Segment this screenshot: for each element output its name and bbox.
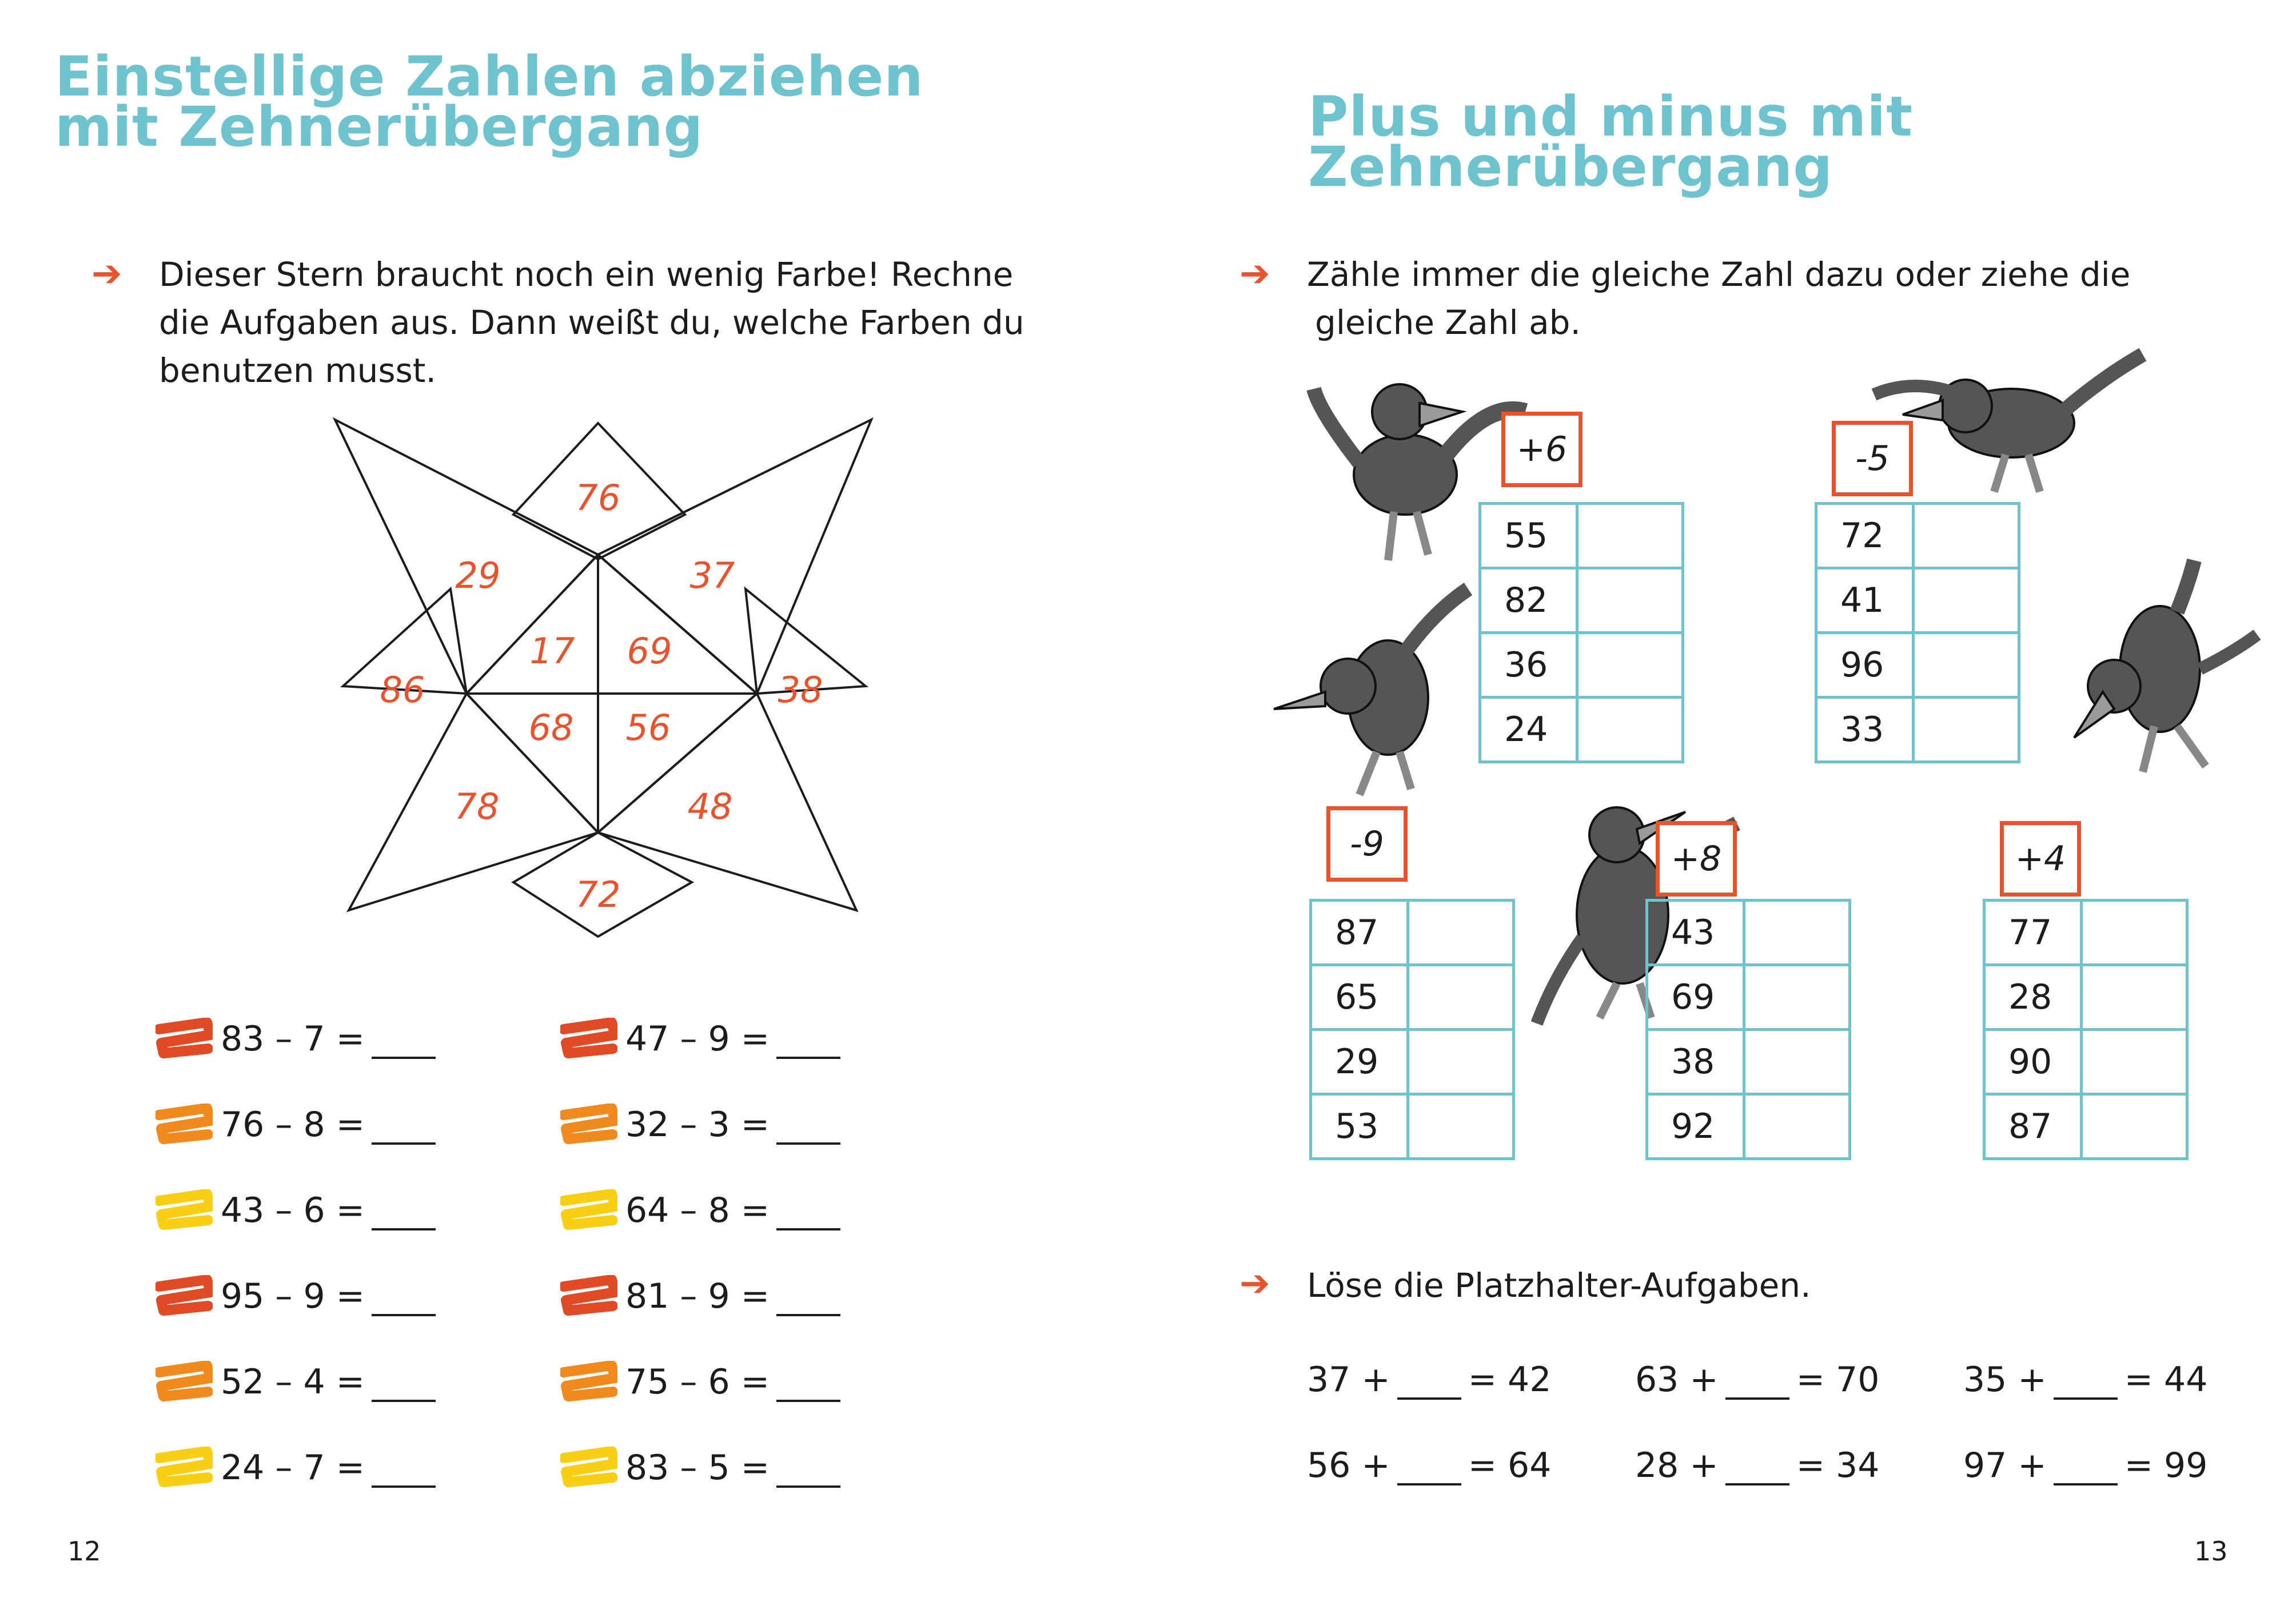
calc-table bbox=[1309, 899, 1515, 1160]
task-row bbox=[156, 1018, 436, 1059]
table-row bbox=[1984, 965, 2187, 1030]
table-row bbox=[1816, 698, 2019, 762]
star-number: 68 bbox=[528, 707, 574, 748]
table-row bbox=[1816, 504, 2019, 568]
task-text: 32 – 3 = bbox=[625, 1105, 770, 1145]
calc-table bbox=[1815, 502, 2020, 763]
task-text: 43 – 6 = bbox=[221, 1190, 365, 1230]
placeholder-instruction: Löse die Platzhalter-Aufgaben. bbox=[1307, 1266, 1811, 1305]
answer-cell[interactable] bbox=[1914, 504, 2019, 568]
answer-blank[interactable] bbox=[1397, 1365, 1461, 1400]
table-row bbox=[1480, 698, 1683, 762]
table-row bbox=[1984, 901, 2187, 965]
table-cell-value: 38 bbox=[1647, 1030, 1744, 1094]
task-text: 81 – 9 = bbox=[625, 1276, 770, 1316]
answer-cell[interactable] bbox=[1408, 965, 1514, 1030]
table-cell-value: 29 bbox=[1311, 1030, 1408, 1094]
calc-table bbox=[1645, 899, 1851, 1160]
task-text: 64 – 8 = bbox=[625, 1190, 770, 1230]
table-cell-value: 33 bbox=[1816, 698, 1914, 762]
operation-box: -5 bbox=[1832, 421, 1913, 496]
page-number: 13 bbox=[2194, 1536, 2228, 1567]
table-cell-value: 82 bbox=[1480, 568, 1577, 633]
task-text: 95 – 9 = bbox=[221, 1276, 365, 1316]
table-row bbox=[1311, 965, 1514, 1030]
task-row bbox=[156, 1447, 436, 1488]
left-title bbox=[55, 45, 924, 159]
task-row bbox=[560, 1447, 840, 1488]
star-number: 38 bbox=[778, 669, 823, 711]
answer-cell[interactable] bbox=[1914, 633, 2019, 698]
placeholder-right: = 34 bbox=[1796, 1445, 1880, 1485]
left-title-line2: mit Zehnerübergang bbox=[55, 95, 704, 159]
answer-cell[interactable] bbox=[1577, 504, 1683, 568]
task-text: 83 – 7 = bbox=[221, 1019, 365, 1059]
answer-cell[interactable] bbox=[2082, 1094, 2187, 1159]
placeholder-right: = 64 bbox=[1468, 1445, 1552, 1485]
color-swatch-icon bbox=[156, 1361, 213, 1402]
color-swatch-icon bbox=[560, 1361, 617, 1402]
table-cell-value: 53 bbox=[1311, 1094, 1408, 1159]
answer-blank[interactable] bbox=[372, 1368, 436, 1402]
operation-box: +8 bbox=[1656, 821, 1737, 897]
answer-blank[interactable] bbox=[776, 1025, 840, 1059]
answer-blank[interactable] bbox=[2054, 1365, 2118, 1400]
star-number: 48 bbox=[687, 786, 733, 827]
answer-blank[interactable] bbox=[776, 1282, 840, 1316]
answer-blank[interactable] bbox=[776, 1453, 840, 1488]
task-row bbox=[156, 1189, 436, 1230]
answer-cell[interactable] bbox=[1408, 901, 1514, 965]
answer-cell[interactable] bbox=[2082, 901, 2187, 965]
table-row bbox=[1984, 1030, 2187, 1094]
star-number: 17 bbox=[529, 630, 575, 672]
table-row bbox=[1480, 504, 1683, 568]
table-row bbox=[1480, 633, 1683, 698]
table-cell-value: 36 bbox=[1480, 633, 1577, 698]
crow-illustration-3 bbox=[1262, 577, 1502, 818]
task-text: 75 – 6 = bbox=[625, 1362, 770, 1402]
star-figure bbox=[326, 412, 886, 938]
table-cell-value: 87 bbox=[1311, 901, 1408, 965]
placeholder-task bbox=[1635, 1445, 1879, 1485]
answer-blank[interactable] bbox=[776, 1196, 840, 1230]
star-number: 69 bbox=[627, 630, 672, 672]
placeholder-right: = 42 bbox=[1468, 1360, 1552, 1400]
task-text: 24 – 7 = bbox=[221, 1448, 365, 1488]
task-text: 76 – 8 = bbox=[221, 1105, 365, 1145]
table-cell-value: 69 bbox=[1647, 965, 1744, 1030]
placeholder-right: = 99 bbox=[2124, 1445, 2208, 1485]
instruction-line: gleiche Zahl ab. bbox=[1315, 303, 1581, 342]
table-cell-value: 72 bbox=[1816, 504, 1914, 568]
table-cell-value: 24 bbox=[1480, 698, 1577, 762]
operation-box: +6 bbox=[1501, 412, 1583, 487]
placeholder-task bbox=[1963, 1445, 2207, 1485]
task-row bbox=[560, 1275, 840, 1316]
left-title-line1: Einstellige Zahlen abziehen bbox=[55, 45, 924, 109]
placeholder-left: 63 + bbox=[1635, 1360, 1719, 1400]
answer-cell[interactable] bbox=[2082, 965, 2187, 1030]
task-row bbox=[560, 1361, 840, 1402]
answer-cell[interactable] bbox=[1744, 1094, 1850, 1159]
answer-cell[interactable] bbox=[2082, 1030, 2187, 1094]
table-cell-value: 28 bbox=[1984, 965, 2082, 1030]
answer-blank[interactable] bbox=[1725, 1365, 1789, 1400]
color-swatch-icon bbox=[560, 1447, 617, 1488]
answer-cell[interactable] bbox=[1408, 1094, 1514, 1159]
color-swatch-icon bbox=[156, 1275, 213, 1316]
color-swatch-icon bbox=[560, 1189, 617, 1230]
table-row bbox=[1311, 901, 1514, 965]
placeholder-left: 37 + bbox=[1307, 1360, 1390, 1400]
table-cell-value: 96 bbox=[1816, 633, 1914, 698]
instruction-line: Dieser Stern braucht noch ein wenig Farbe! Rechne bbox=[159, 255, 1014, 294]
placeholder-right: = 44 bbox=[2124, 1360, 2208, 1400]
table-row bbox=[1647, 1094, 1850, 1159]
task-text: 47 – 9 = bbox=[625, 1019, 770, 1059]
placeholder-left: 35 + bbox=[1963, 1360, 2047, 1400]
arrow-icon: ➔ bbox=[1239, 1262, 1270, 1305]
answer-blank[interactable] bbox=[1397, 1451, 1461, 1485]
table-cell-value: 77 bbox=[1984, 901, 2082, 965]
task-row bbox=[560, 1104, 840, 1145]
arrow-icon: ➔ bbox=[1239, 253, 1270, 295]
answer-cell[interactable] bbox=[1744, 1030, 1850, 1094]
instruction-line: die Aufgaben aus. Dann weißt du, welche Farben du bbox=[159, 303, 1025, 342]
answer-cell[interactable] bbox=[1577, 698, 1683, 762]
answer-cell[interactable] bbox=[1744, 965, 1850, 1030]
table-cell-value: 90 bbox=[1984, 1030, 2082, 1094]
task-text: 52 – 4 = bbox=[221, 1362, 365, 1402]
right-title: Plus und minus mit Zehnerübergang bbox=[1308, 85, 1914, 199]
star-number: 86 bbox=[380, 669, 425, 711]
page-number: 12 bbox=[67, 1536, 101, 1567]
placeholder-left: 97 + bbox=[1963, 1445, 2047, 1485]
task-text: 83 – 5 = bbox=[625, 1448, 770, 1488]
table-row bbox=[1816, 633, 2019, 698]
table-row bbox=[1647, 965, 1850, 1030]
star-number: 37 bbox=[689, 555, 735, 596]
star-number: 76 bbox=[575, 477, 621, 519]
star-number: 78 bbox=[454, 786, 500, 827]
task-row bbox=[560, 1018, 840, 1059]
table-row bbox=[1647, 901, 1850, 965]
color-swatch-icon bbox=[560, 1018, 617, 1059]
answer-cell[interactable] bbox=[1408, 1030, 1514, 1094]
table-row bbox=[1480, 568, 1683, 633]
crow-illustration-5 bbox=[2028, 555, 2269, 806]
star-number: 56 bbox=[625, 707, 671, 748]
table-row bbox=[1816, 568, 2019, 633]
color-swatch-icon bbox=[560, 1275, 617, 1316]
placeholder-right: = 70 bbox=[1796, 1360, 1880, 1400]
placeholder-left: 28 + bbox=[1635, 1445, 1719, 1485]
answer-blank[interactable] bbox=[776, 1368, 840, 1402]
left-instruction bbox=[159, 250, 1025, 395]
table-cell-value: 65 bbox=[1311, 965, 1408, 1030]
answer-cell[interactable] bbox=[1744, 901, 1850, 965]
color-swatch-icon bbox=[156, 1189, 213, 1230]
instruction-line: benutzen musst. bbox=[159, 351, 436, 390]
table-cell-value: 41 bbox=[1816, 568, 1914, 633]
color-swatch-icon bbox=[560, 1104, 617, 1145]
task-row bbox=[156, 1275, 436, 1316]
table-row bbox=[1984, 1094, 2187, 1159]
right-instruction bbox=[1307, 250, 2130, 346]
answer-blank[interactable] bbox=[372, 1196, 436, 1230]
answer-blank[interactable] bbox=[372, 1025, 436, 1059]
operation-box: -9 bbox=[1326, 806, 1408, 882]
answer-blank[interactable] bbox=[372, 1110, 436, 1145]
table-cell-value: 43 bbox=[1647, 901, 1744, 965]
answer-cell[interactable] bbox=[1914, 698, 2019, 762]
right-page bbox=[1148, 0, 2296, 1621]
answer-cell[interactable] bbox=[1577, 568, 1683, 633]
table-row bbox=[1647, 1030, 1850, 1094]
placeholder-task bbox=[1307, 1360, 1551, 1400]
task-row bbox=[156, 1104, 436, 1145]
table-cell-value: 55 bbox=[1480, 504, 1577, 568]
operation-box: +4 bbox=[2000, 821, 2081, 897]
answer-blank[interactable] bbox=[372, 1282, 436, 1316]
table-row bbox=[1311, 1094, 1514, 1159]
color-swatch-icon bbox=[156, 1018, 213, 1059]
color-swatch-icon bbox=[156, 1104, 213, 1145]
calc-table bbox=[1478, 502, 1684, 763]
answer-blank[interactable] bbox=[372, 1453, 436, 1488]
placeholder-task bbox=[1635, 1360, 1879, 1400]
placeholder-left: 56 + bbox=[1307, 1445, 1390, 1485]
task-row bbox=[560, 1189, 840, 1230]
instruction-line: Zähle immer die gleiche Zahl dazu oder ziehe die bbox=[1307, 255, 2131, 294]
table-cell-value: 87 bbox=[1984, 1094, 2082, 1159]
answer-blank[interactable] bbox=[776, 1110, 840, 1145]
calc-table bbox=[1983, 899, 2189, 1160]
star-number: 29 bbox=[455, 555, 501, 596]
answer-cell[interactable] bbox=[1914, 568, 2019, 633]
placeholder-task bbox=[1963, 1360, 2207, 1400]
task-row bbox=[156, 1361, 436, 1402]
answer-cell[interactable] bbox=[1577, 633, 1683, 698]
table-row bbox=[1311, 1030, 1514, 1094]
answer-blank[interactable] bbox=[1725, 1451, 1789, 1485]
color-swatch-icon bbox=[156, 1447, 213, 1488]
table-cell-value: 92 bbox=[1647, 1094, 1744, 1159]
star-number: 72 bbox=[575, 874, 621, 915]
answer-blank[interactable] bbox=[2054, 1451, 2118, 1485]
arrow-icon: ➔ bbox=[91, 253, 122, 295]
placeholder-task bbox=[1307, 1445, 1551, 1485]
